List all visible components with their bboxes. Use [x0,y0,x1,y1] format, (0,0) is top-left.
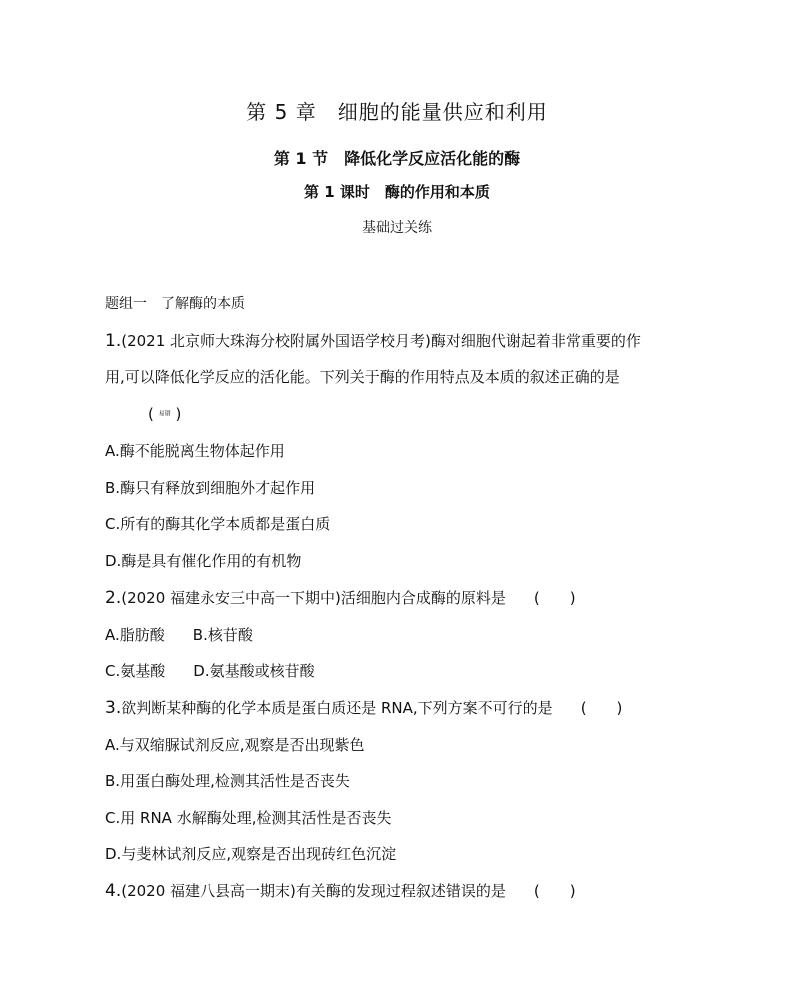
question-1-line-2: 用,可以降低化学反应的活化能。下列关于酶的作用特点及本质的叙述正确的是 [105,368,620,386]
option-b [105,771,350,791]
option-label: A. [105,442,120,460]
option-label: C. [105,515,121,533]
option-text: 与双缩脲试剂反应,观察是否出现紫色 [119,736,365,754]
question-stem: (2020 福建八县高一期末)有关酶的发现过程叙述错误的是 [121,882,506,900]
option-row-cd [105,661,315,681]
option-label: B. [105,772,121,790]
option-text: 核苷酸 [207,626,253,644]
option-label: D. [105,552,122,570]
question-stem: (2021 北京师大珠海分校附属外国语学校月考)酶对细胞代谢起着非常重要的作 [121,332,641,350]
lesson-title: 第 1 课时 酶的作用和本质 [304,183,490,201]
option-row-ab [105,625,253,645]
question-number: 3. [105,698,122,718]
question-number: 1. [105,331,122,351]
bracket-open: ( [148,405,154,423]
option-text: 用 RNA 水解酶处理,检测其活性是否丧失 [120,809,392,827]
bracket-close: ) [175,405,182,423]
option-c [105,514,330,534]
option-text: 酶是具有催化作用的有机物 [121,552,302,570]
option-text: 酶不能脱离生物体起作用 [119,442,285,460]
question-1-line-1 [105,331,641,351]
question-number: 2. [105,588,122,608]
option-text: 氨基酸 [120,662,166,680]
option-label: C. [105,662,121,680]
option-label: B. [105,479,121,497]
option-label: D. [193,662,210,680]
option-label: A. [105,736,120,754]
question-3 [105,698,622,718]
option-text: 氨基酸或核苷酸 [209,662,315,680]
answer-bracket [148,404,181,425]
option-d [105,551,301,571]
question-2 [105,588,576,608]
option-d [105,844,396,864]
section-title: 第 1 节 降低化学反应活化能的酶 [273,149,521,168]
question-4 [105,881,576,901]
question-stem: (2020 福建永安三中高一下期中)活细胞内合成酶的原料是 [121,589,506,607]
option-a [105,441,285,461]
option-b [105,478,315,498]
option-text: 酶只有释放到细胞外才起作用 [120,479,316,497]
option-label: B. [192,626,208,644]
option-text: 与斐林试剂反应,观察是否出现砖红色沉淀 [121,845,397,863]
question-number: 4. [105,881,122,901]
answer-bracket: ( ) [533,882,576,900]
chapter-title: 第 5 章 细胞的能量供应和利用 [246,100,548,124]
option-a [105,735,365,755]
question-stem: 欲判断某种酶的化学本质是蛋白质还是 RNA,下列方案不可行的是 [121,699,553,717]
group-title: 题组一 了解酶的本质 [105,296,245,312]
practice-label: 基础过关练 [362,220,432,236]
option-text: 脂肪酸 [119,626,165,644]
option-label: D. [105,845,122,863]
answer-bracket: ( ) [580,699,623,717]
option-c [105,808,391,828]
option-label: C. [105,809,121,827]
option-text: 所有的酶其化学本质都是蛋白质 [120,515,331,533]
option-label: A. [105,626,120,644]
tag-label: 易错 [158,410,171,418]
answer-bracket: ( ) [533,589,576,607]
option-text: 用蛋白酶处理,检测其活性是否丧失 [120,772,350,790]
